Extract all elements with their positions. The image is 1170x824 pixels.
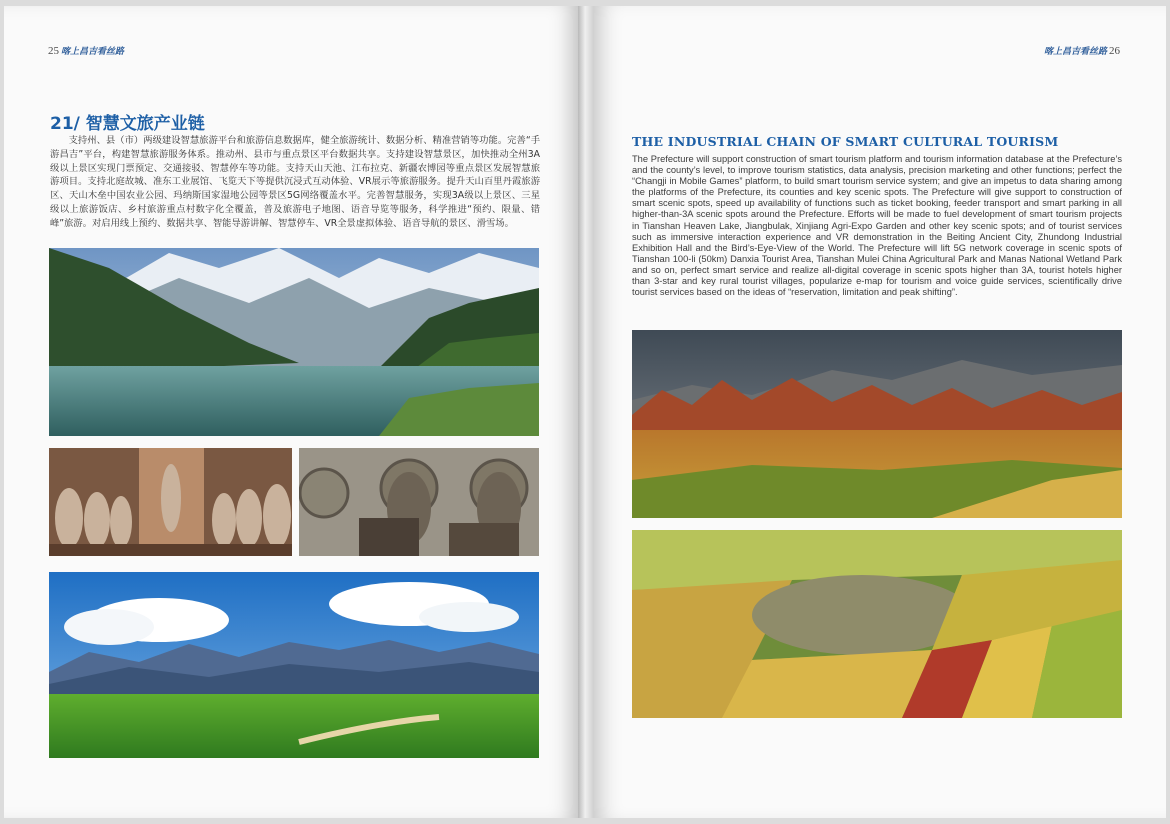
left-header-brand: 喀上昌吉看丝路 — [61, 46, 125, 56]
photo-village-aerial-fields — [632, 530, 1122, 718]
right-header-brand: 喀上昌吉看丝路 — [1043, 46, 1107, 56]
right-page-number: 26 — [1109, 45, 1120, 57]
photo-danxia-landform — [632, 330, 1122, 518]
english-body-text: The Prefecture will support construction of smart tourism platform and tourism information database at the Prefecture’s and the county’s level, to improve tourism statistics, data analysis, precision marketing and other functions; perfect the “Changji in Mobile Games” platform, to build smart tourism service system; and give an impetus to data sharing among the platforms of the Prefecture, its counties and key scenic spots. The Prefecture will give support to construction of smart scenic spots, speed up availability of functions such as ticket booking, feeder transport and smart parking in all higher-than-3A scenic spots around the Prefecture. Efforts will be made to fuel development of smart tourism projects in Tianshan Heaven Lake, Jiangbulak, Xinjiang Agri-Expo Garden and other key scenic spots; and of tourist services such as immersive interaction experience and VR demonstration in the Beiting Ancient City, Zhundong Industrial Exhibition Hall and the Bird’s-Eye-View of the World. The Prefecture will lift 5G network coverage in scenic spots of Tianshan 100-li (50km) Danxia Tourist Area, Tianshan Mulei China Agricultural Park and Manas National Wetland Park and so on, perfect smart service and realize all-digital coverage in scenic spots higher than 3A, tourist hotels higher than 3-star and key rural tourist villages, popularize e-map for tourism and voice guide services, scientifically drive tourist services based on the ideas of “reservation, limitation and peak shifting”. — [632, 154, 1122, 298]
chinese-heading: 21/ 智慧文旅产业链 — [50, 114, 205, 134]
english-heading: THE INDUSTRIAL CHAIN OF SMART CULTURAL TOURISM — [632, 134, 1059, 149]
left-page — [4, 6, 578, 818]
chinese-body-text: 支持州、县（市）两级建设智慧旅游平台和旅游信息数据库，健全旅游统计、数据分析、精准营销等功能。完善“手游昌吉”平台，构建智慧旅游服务体系。推动州、县市与重点景区平台数据共享。支持建设智慧景区，加快推动全州3A级以上景区实现门票预定、交通接驳、智慧停车等功能。支持天山天池、江布拉克、新疆农博园等重点景区发展智慧旅游项目。支持北庭故城、准东工业展馆、飞览天下等提供沉浸式互动体验、VR展示等旅游服务。提升天山百里丹霞旅游区、天山木垒中国农业公园、玛纳斯国家湿地公园等景区5G网络覆盖水平。完善智慧服务，实现3A级以上景区、三星级以上旅游饭店、乡村旅游重点村数字化全覆盖，普及旅游电子地图、语音导览等服务，科学推进“预约、限量、错峰”旅游。对启用线上预约、数据共享、智能导游讲解、智慧停车、VR全景虚拟体验、语音导航的景区、滑雪场。 — [50, 135, 540, 229]
photo-grassland-mountains — [49, 572, 539, 758]
left-page-number: 25 — [48, 45, 59, 57]
photo-mountain-lake — [49, 248, 539, 436]
right-page — [594, 6, 1166, 818]
photo-buddhist-mural — [299, 448, 539, 556]
left-folio — [48, 44, 126, 57]
right-folio — [1042, 44, 1120, 57]
photo-buddha-statues — [49, 448, 292, 556]
book-gutter — [578, 6, 594, 818]
